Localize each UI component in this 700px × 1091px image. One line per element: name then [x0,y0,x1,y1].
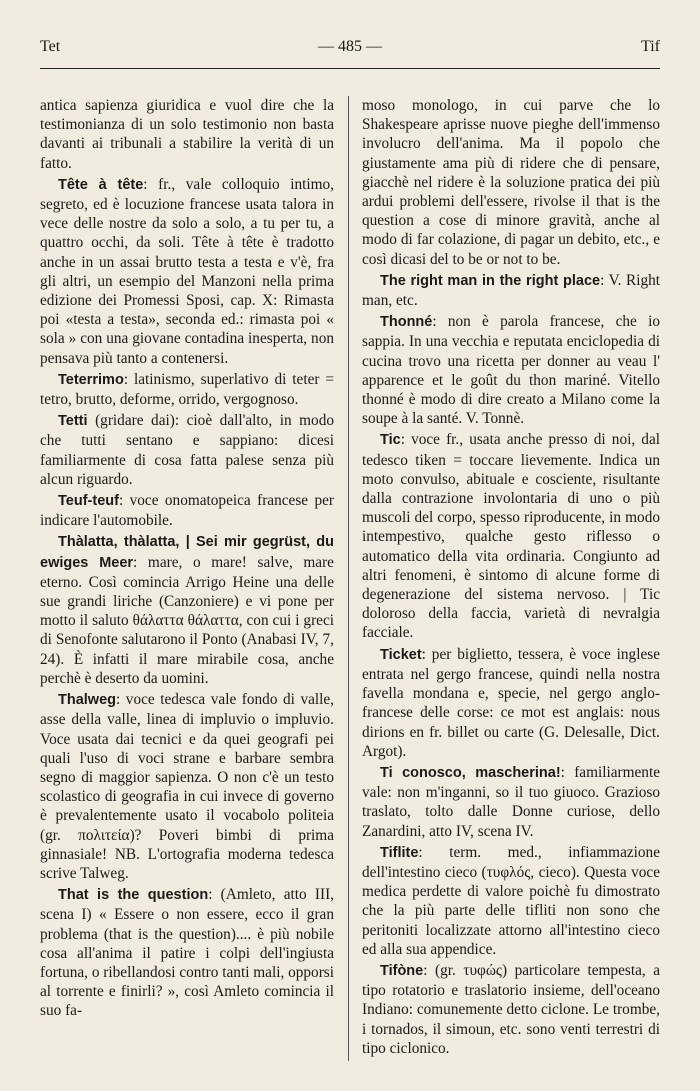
right-column [362,96,660,1058]
entry-headword: Tic [380,432,401,449]
dictionary-entry [362,430,660,642]
entry-headword: Thàlatta, thàlatta, | Sei mir gegrüst, du ewiges Meer [40,534,334,571]
continued-text [362,96,660,269]
entry-text: (gridare dai): cioè dall'alto, in modo che tutti sentano e sappiano: dicesi familiarmente di cosa fatta palese senza più alcun riguardo. [40,412,334,488]
dictionary-entry [362,763,660,841]
dictionary-entry [40,411,334,489]
header-rule [40,68,660,69]
entry-text: : familiarmente vale: non m'inganni, so il tuo giuoco. Grazioso traslato, tolto dalle Donne curiose, dello Zanardini, atto IV, scena IV. [362,763,660,840]
entry-text: antica sapienza giuridica e vuol dire che la testimonianza di un solo testimonio non basta davanti ai tribunali a stabilire la verità di un fatto. [40,97,334,172]
continued-text [40,96,334,173]
entry-text: : V. Right man, etc. [362,271,660,310]
entry-text: : fr., vale colloquio intimo, segreto, ed è locuzione francese usata talora in vece delle nostre da solo a solo, a tu per tu, a quattro occhi, da soli. Tête à tête è tradotto anche in un assai brutto testa a testa e v'è, fra gli altri, un esempio del Manzoni nella prima edizione dei Promessi Sposi, cap. X: Rimasta poi «testa a testa», seconda ed.: rimasta poi « sola » con una giovane contadina inesperta, non pensava più tanto a contenersi. [40,175,334,367]
entry-headword: Tifòne [380,962,424,979]
dictionary-entry [40,370,334,409]
dictionary-entry [362,843,660,959]
entry-text: : (gr. τυφώς) particolare tempesta, a tipo rotatorio e traslatorio insieme, dell'oceano Indiano: comunemente detto ciclone. Le trombe, i tornados, il simoun, etc. sono venti terrestri di tipo ciclonico. [362,961,660,1057]
dictionary-entry [40,690,334,883]
entry-text: : voce tedesca vale fondo di valle, asse della valle, linea di impluvio o impluvio. Voce usata dai tecnici e da quei geografi pei quali l'uso di voci strane e barbare sembra segno di maggior sapienza. O non c'è un testo scolastico di geografia in cui invece di governo è prevalentemente usato il vocabolo politeia (gr. πολιτεία)? Poveri bimbi di prima ginnasiale! NB. L'ortografia moderna tedesca scrive Talweg. [40,691,334,882]
dictionary-entry [362,271,660,310]
entry-text: : non è parola francese, che io sappia. In una vecchia e reputata enciclopedia di cucina trovo una ricetta per donner au veau l' apparence et le goût du thon mariné. Vitello thonné è modo di dire creato a Milano come la soupe à la santé. V. Tonnè. [362,313,660,428]
entry-headword: Thonné [380,314,433,331]
dictionary-entry [362,961,660,1058]
dictionary-entry [362,645,660,761]
dictionary-entry [40,532,334,688]
entry-text: : term. med., infiammazione dell'intestino cieco (τυφλός, cieco). Questa voce medica perdette di valore poichè fu dimostrato che la più parte delle tifliti non sono che peritoniti localizzate attorno all'intestino cieco ed alla sua appendice. [362,843,660,958]
entry-headword: Ti conosco, mascherina! [380,764,561,781]
page-number: — 485 — [318,38,382,55]
entry-headword: Tiflite [380,844,419,861]
page-header [40,38,660,62]
dictionary-entry [40,491,334,530]
entry-headword: That is the question [58,887,209,904]
column-divider [348,96,349,1061]
entry-headword: Ticket [380,646,422,663]
entry-headword: Teterrimo [58,371,124,388]
left-column [40,96,334,1021]
entry-headword: Teuf-teuf [58,493,119,510]
entry-text: : latinismo, superlativo di teter = tetro, brutto, deforme, orrido, vergognoso. [40,370,334,409]
entry-text: : voce fr., usata anche presso di noi, dal tedesco tiken = toccare lievemente. Indica un moto convulso, abituale e cosciente, risultante dalla contrazione involontaria di uno o più muscoli del corpo, spesso riproducente, in modo intempestivo, qualche gesto riflesso o automatico della vita ordinaria. Congiunto ad altri fenomeni, è sintomo di alcune forme di degenerazione del sistema nervoso. | Tic doloroso della faccia, varietà di nevralgia facciale. [362,431,660,642]
entry-text: : mare, o mare! salve, mare eterno. Così comincia Arrigo Heine una delle sue grandi liriche (Canzoniere) e vi pone per motto il saluto θάλαττα θάλαττα, con cui i greci di Senofonte salutarono il Ponto (Anabasi IV, 7, 24). È infatti il mare mirabile cosa, anche perchè è deserto da uomini. [40,553,334,687]
header-right-guideword: Tif [641,38,660,55]
dictionary-entry [40,885,334,1020]
dictionary-entry [40,175,334,368]
entry-text: : voce onomatopeica francese per indicare l'automobile. [40,492,334,530]
entry-text: : per biglietto, tessera, è voce inglese entrata nel gergo francese, quindi nella nostra favella mondana e, specie, nel gergo anglo-francese delle corse: ce mot est anglais: nous dirions en fr. billet ou carte (G. Delesalle, Dict. Argot). [362,645,660,760]
entry-headword: Tetti [58,413,88,430]
entry-text: moso monologo, in cui parve che lo Shakespeare aprisse nuove pieghe dell'immenso involucro dell'anima. Ma il popolo che giustamente ama più di ridere che di pensare, giacchè nel ridere è la soluzione pratica dei più ardui problemi dell'essere, rivolse il that is the question a cose di minore gravità, anche al modo di far colazione, di pagar un debito, etc., e così dicasi del to be or not to be. [362,97,660,268]
entry-headword: The right man in the right place [380,272,601,289]
entry-text: : (Amleto, atto III, scena I) « Essere o non essere, ecco il gran problema (that is the question).... è più nobile cosa all'anima il patire i colpi dell'ingiusta fortuna, o ribellandosi contro tanti mali, opporsi al torrente e finirli? », così Amleto comincia il suo fa- [40,886,334,1020]
header-left-guideword: Tet [40,38,61,55]
entry-headword: Tête à tête [58,176,144,193]
dictionary-entry [362,312,660,428]
entry-headword: Thalweg [58,692,117,709]
